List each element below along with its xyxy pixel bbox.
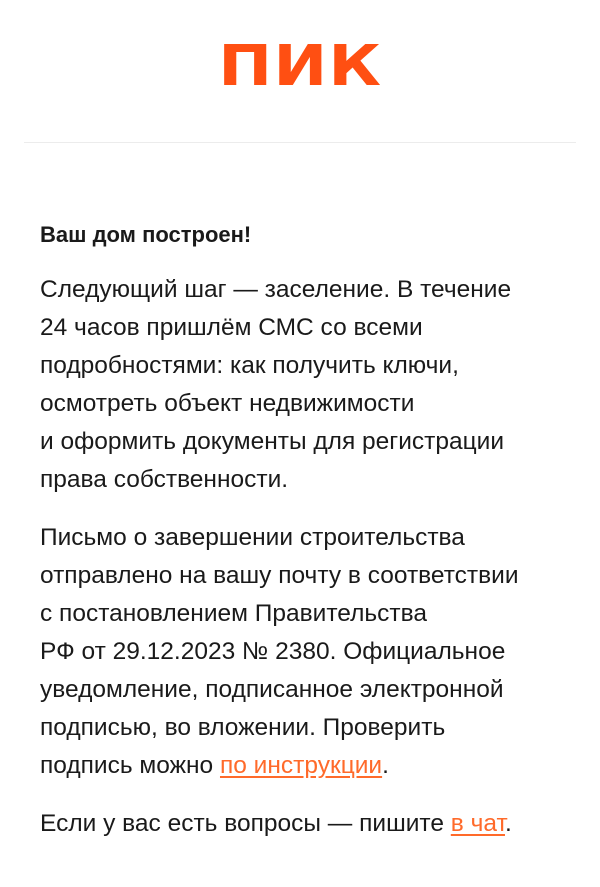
paragraph-line: подробностями: как получить ключи, bbox=[40, 352, 459, 379]
paragraph-line: подпись можно bbox=[40, 752, 220, 779]
paragraph-line: отправлено на вашу почту в соответствии bbox=[40, 562, 519, 589]
period: . bbox=[504, 810, 512, 837]
period: . bbox=[382, 752, 389, 779]
paragraph-questions bbox=[40, 805, 560, 843]
message-headline: Ваш дом построен! bbox=[40, 222, 252, 247]
paragraph-line: осмотреть объект недвижимости bbox=[40, 390, 415, 417]
message-body bbox=[0, 143, 600, 843]
header bbox=[0, 0, 600, 142]
paragraph-next-step bbox=[40, 271, 560, 499]
paragraph-line: уведомление, подписанное электронной bbox=[40, 676, 504, 703]
paragraph-line: Письмо о завершении строительства bbox=[40, 524, 465, 551]
chat-link[interactable]: в чат bbox=[450, 810, 505, 837]
paragraph-line: с постановлением Правительства bbox=[40, 600, 428, 627]
paragraph-letter-info bbox=[40, 519, 560, 785]
paragraph-line: подписью, во вложении. Проверить bbox=[40, 714, 446, 741]
instructions-link[interactable]: по инструкции bbox=[219, 752, 383, 779]
pik-logo: ПИК bbox=[218, 34, 382, 99]
paragraph-line: и оформить документы для регистрации bbox=[40, 428, 505, 455]
paragraph-line: Следующий шаг — заселение. В течение bbox=[40, 276, 512, 303]
paragraph-line: РФ от 29.12.2023 № 2380. Официальное bbox=[40, 638, 506, 665]
questions-text: Если у вас есть вопросы — пишите bbox=[40, 810, 451, 837]
paragraph-line: 24 часов пришлём СМС со всеми bbox=[40, 314, 423, 341]
paragraph-line: права собственности. bbox=[40, 466, 289, 493]
